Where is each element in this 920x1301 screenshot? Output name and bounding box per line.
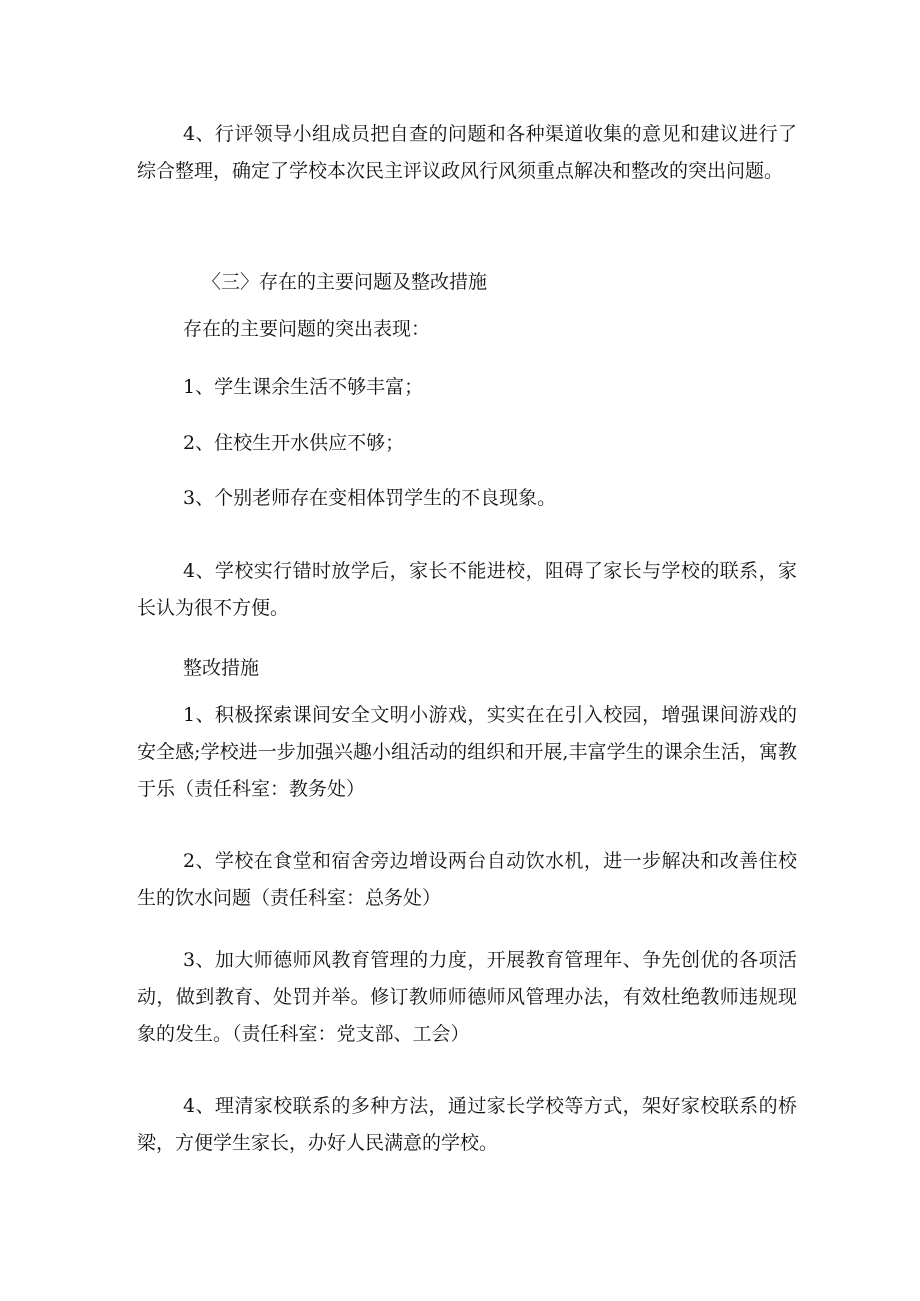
measure-item-3: 3、加大师德师风教育管理的力度，开展教育管理年、争先创优的各项活动，做到教育、处罚并举。修订教师师德师风管理办法，有效杜绝教师违规现象的发生。（责任科室：党支部、工会） (137, 949, 797, 1045)
paragraph-problems-intro: 存在的主要问题的突出表现： (183, 318, 431, 340)
measure-item-1: 1、积极探索课间安全文明小游戏，实实在在引入校园，增强课间游戏的安全感;学校进一步加强兴趣小组活动的组织和开展,丰富学生的课余生活，寓教于乐（责任科室：教务处） (137, 704, 797, 800)
measure-item-4: 4、理清家校联系的多种方法，通过家长学校等方式，架好家校联系的桥梁，方便学生家长，办好人民满意的学校。 (137, 1095, 797, 1154)
section-heading-problems-measures: 〈三〉存在的主要问题及整改措施 (202, 271, 488, 293)
measure-item-2: 2、学校在食堂和宿舍旁边增设两台自动饮水机，进一步解决和改善住校生的饮水问题（责任科室：总务处） (137, 850, 797, 909)
problem-item-2: 2、住校生开水供应不够； (183, 432, 405, 454)
problem-item-3: 3、个别老师存在变相体罚学生的不良现象。 (183, 487, 557, 509)
problem-item-1: 1、学生课余生活不够丰富； (183, 376, 424, 398)
paragraph-review-summary: 4、行评领导小组成员把自查的问题和各种渠道收集的意见和建议进行了综合整理，确定了学校本次民主评议政风行风须重点解决和整改的突出问题。 (137, 123, 797, 182)
measures-heading: 整改措施 (183, 657, 260, 679)
problem-item-4: 4、学校实行错时放学后，家长不能进校，阻碍了家长与学校的联系，家长认为很不方便。 (137, 560, 797, 619)
